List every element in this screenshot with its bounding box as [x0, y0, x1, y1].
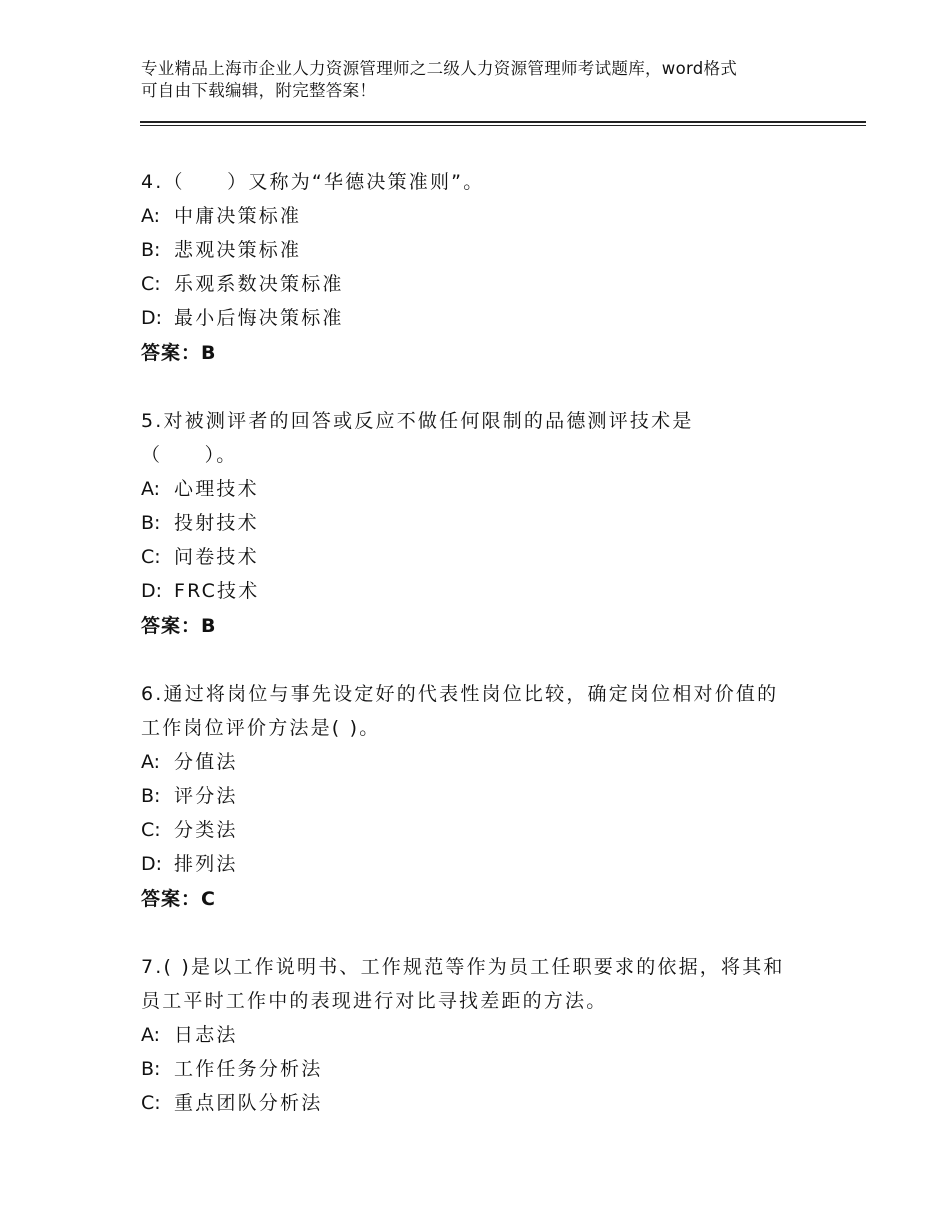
- question-5-text-line-2: （ ）。: [141, 444, 238, 466]
- option-label: B:: [141, 512, 161, 534]
- option-label: D:: [141, 853, 163, 875]
- option-text: 心理技术: [174, 478, 259, 500]
- option-text: 悲观决策标准: [174, 239, 302, 261]
- option-text: 评分法: [174, 785, 238, 807]
- question-4-option-d: [141, 303, 344, 330]
- option-label: A:: [141, 205, 161, 227]
- question-7-option-a: [141, 1020, 238, 1047]
- question-7-option-b: [141, 1054, 322, 1081]
- question-5-option-b: [141, 508, 259, 535]
- question-4-option-c: [141, 269, 344, 296]
- option-text: FRC技术: [174, 580, 260, 602]
- question-7-text-line-2: 员工平时工作中的表现进行对比寻找差距的方法。: [141, 990, 608, 1012]
- option-label: B:: [141, 1058, 161, 1080]
- option-label: D:: [141, 580, 163, 602]
- option-label: C:: [141, 546, 161, 568]
- option-label: C:: [141, 819, 161, 841]
- header-line-2: 可自由下载编辑，附完整答案！: [141, 81, 377, 100]
- question-5-answer: 答案：B: [141, 615, 217, 637]
- document-header: [141, 58, 841, 102]
- question-7-text-line-1: 7.( )是以工作说明书、工作规范等作为员工任职要求的依据，将其和: [141, 956, 785, 978]
- question-4-answer: 答案：B: [141, 342, 217, 364]
- question-6-option-d: [141, 849, 238, 876]
- question-6-answer: 答案：C: [141, 888, 216, 910]
- question-5-option-d: [141, 576, 259, 603]
- option-label: D:: [141, 307, 163, 329]
- header-rule-thin: [140, 125, 866, 126]
- option-label: A:: [141, 751, 161, 773]
- question-6-option-c: [141, 815, 238, 842]
- question-5-text-line-1: 5.对被测评者的回答或反应不做任何限制的品德测评技术是: [141, 410, 694, 432]
- question-4-option-b: [141, 235, 301, 262]
- option-text: 分类法: [174, 819, 238, 841]
- option-label: B:: [141, 239, 161, 261]
- option-text: 中庸决策标准: [174, 205, 302, 227]
- option-label: B:: [141, 785, 161, 807]
- option-text: 排列法: [174, 853, 238, 875]
- option-text: 最小后悔决策标准: [174, 307, 344, 329]
- question-6-option-a: [141, 747, 238, 774]
- question-6-option-b: [141, 781, 238, 808]
- header-line-1: 专业精品上海市企业人力资源管理师之二级人力资源管理师考试题库，word格式: [141, 59, 738, 78]
- option-label: C:: [141, 273, 161, 295]
- question-4-text: 4.（ ）又称为“华德决策准则”。: [141, 171, 485, 193]
- header-rule-thick: [140, 121, 866, 123]
- question-6-text-line-2: 工作岗位评价方法是( )。: [141, 717, 381, 739]
- option-text: 分值法: [174, 751, 238, 773]
- option-label: A:: [141, 1024, 161, 1046]
- option-text: 问卷技术: [174, 546, 259, 568]
- question-5-option-a: [141, 474, 259, 501]
- option-text: 投射技术: [174, 512, 259, 534]
- question-6-text-line-1: 6.通过将岗位与事先设定好的代表性岗位比较，确定岗位相对价值的: [141, 683, 779, 705]
- option-text: 乐观系数决策标准: [174, 273, 344, 295]
- question-4-option-a: [141, 201, 301, 228]
- option-text: 重点团队分析法: [174, 1092, 323, 1114]
- option-label: A:: [141, 478, 161, 500]
- option-label: C:: [141, 1092, 161, 1114]
- option-text: 日志法: [174, 1024, 238, 1046]
- question-5-option-c: [141, 542, 259, 569]
- option-text: 工作任务分析法: [174, 1058, 323, 1080]
- question-7-option-c: [141, 1088, 322, 1115]
